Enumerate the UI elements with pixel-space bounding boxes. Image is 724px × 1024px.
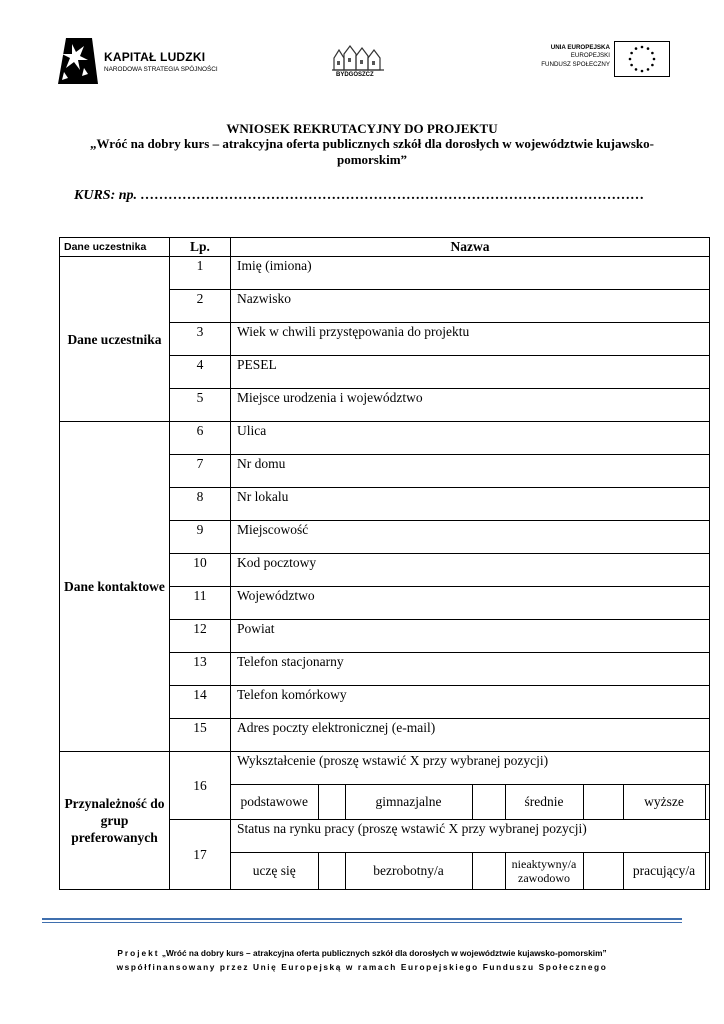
option-srednie-label: średnie <box>505 785 583 819</box>
eu-flag-icon <box>614 41 670 77</box>
row-label[interactable]: Adres poczty elektronicznej (e-mail) <box>231 719 710 752</box>
row-number: 4 <box>170 356 231 389</box>
kapital-ludzki-title: KAPITAŁ LUDZKI <box>104 50 206 64</box>
row-label[interactable]: Nazwisko <box>231 290 710 323</box>
row-number: 16 <box>170 752 231 820</box>
education-question: Wykształcenie (proszę wstawić X przy wybranej pozycji) <box>231 752 709 785</box>
row-label[interactable]: Nr domu <box>231 455 710 488</box>
row-label[interactable]: Telefon stacjonarny <box>231 653 710 686</box>
eu-logo <box>532 40 672 80</box>
bydgoszcz-logo <box>330 44 390 84</box>
row-number: 12 <box>170 620 231 653</box>
row-number: 11 <box>170 587 231 620</box>
row-number: 6 <box>170 422 231 455</box>
row-number: 7 <box>170 455 231 488</box>
option-ucze-sie-label: uczę się <box>252 863 296 878</box>
recruitment-table <box>59 237 710 890</box>
row-number: 2 <box>170 290 231 323</box>
row-number: 3 <box>170 323 231 356</box>
group-label-participant: Dane uczestnika <box>60 257 170 422</box>
row-label[interactable]: PESEL <box>231 356 710 389</box>
header-lp: Lp. <box>170 238 231 257</box>
option-bezrobotny-checkbox[interactable] <box>472 853 505 889</box>
option-podstawowe-checkbox[interactable] <box>318 785 345 819</box>
header-section: Dane uczestnika <box>60 238 170 257</box>
row-number: 14 <box>170 686 231 719</box>
row-number: 9 <box>170 521 231 554</box>
row-label[interactable]: Wiek w chwili przystępowania do projektu <box>231 323 710 356</box>
form-title: WNIOSEK REKRUTACYJNY DO PROJEKTU <box>226 121 498 136</box>
option-pracujacy-checkbox[interactable] <box>705 853 709 889</box>
education-options <box>231 785 709 819</box>
footer-prefix: Projekt <box>117 948 160 958</box>
bydgoszcz-text: BYDGOSZCZ <box>336 72 374 78</box>
row-number: 10 <box>170 554 231 587</box>
kapital-ludzki-subtitle: NARODOWA STRATEGIA SPÓJNOŚCI <box>104 66 218 73</box>
row-number: 5 <box>170 389 231 422</box>
employment-question: Status na rynku pracy (proszę wstawić X przy wybranej pozycji) <box>231 820 709 853</box>
group-label-contact: Dane kontaktowe <box>60 422 170 752</box>
footer-line2: współfinansowany przez Unię Europejską w ramach Europejskiego Funduszu Społecznego <box>116 962 608 972</box>
option-nieaktywny-label: nieaktywny/a zawodowo <box>505 853 583 889</box>
footer-project-name: „Wróć na dobry kurs – atrakcyjna oferta publicznych szkół dla dorosłych w województwie kujawsko-pomorskim” <box>161 948 607 958</box>
row-label[interactable]: Powiat <box>231 620 710 653</box>
row-number: 17 <box>170 820 231 890</box>
kapital-ludzki-logo <box>58 38 238 86</box>
table-row <box>60 257 710 290</box>
row-label[interactable]: Telefon komórkowy <box>231 686 710 719</box>
option-pracujacy-label: pracujący/a <box>623 853 705 889</box>
footer-divider-thin <box>42 922 682 923</box>
option-gimnazjalne-label: gimnazjalne <box>345 785 472 819</box>
row-number: 13 <box>170 653 231 686</box>
table-header-row <box>60 238 710 257</box>
option-wyzsze-label: wyższe <box>623 785 705 819</box>
course-line: KURS: np. ……………………………………………………………………………………………… <box>74 188 645 203</box>
option-podstawowe-label: podstawowe <box>240 794 308 809</box>
eu-line1: UNIA EUROPEJSKA <box>550 44 610 51</box>
row-label[interactable]: Imię (imiona) <box>231 257 710 290</box>
table-row-q16 <box>60 752 710 820</box>
row-label[interactable]: Miejscowość <box>231 521 710 554</box>
footer-divider <box>42 918 682 920</box>
employment-options <box>231 853 709 889</box>
option-srednie-checkbox[interactable] <box>583 785 623 819</box>
option-wyzsze-checkbox[interactable] <box>705 785 709 819</box>
group-label-preferred: Przynależność do grup preferowanych <box>60 752 170 890</box>
row-label[interactable]: Ulica <box>231 422 710 455</box>
row-label[interactable]: Województwo <box>231 587 710 620</box>
kapital-ludzki-emblem-icon <box>58 38 98 84</box>
option-ucze-sie-checkbox[interactable] <box>318 853 345 889</box>
project-title: „Wróć na dobry kurs – atrakcyjna oferta publicznych szkół dla dorosłych w województwie kujawsko- pomorskim” <box>90 136 654 167</box>
row-number: 15 <box>170 719 231 752</box>
header-name: Nazwa <box>231 238 710 257</box>
option-gimnazjalne-checkbox[interactable] <box>472 785 505 819</box>
option-nieaktywny-checkbox[interactable] <box>583 853 623 889</box>
row-label[interactable]: Nr lokalu <box>231 488 710 521</box>
eu-line2: EUROPEJSKI <box>570 52 610 60</box>
footer-line1 <box>0 948 724 958</box>
city-skyline-icon <box>330 44 390 72</box>
row-number: 8 <box>170 488 231 521</box>
eu-line3: FUNDUSZ SPOŁECZNY <box>541 60 610 68</box>
option-bezrobotny-label: bezrobotny/a <box>345 853 472 889</box>
table-row <box>60 422 710 455</box>
row-label[interactable]: Kod pocztowy <box>231 554 710 587</box>
row-number: 1 <box>170 257 231 290</box>
row-label[interactable]: Miejsce urodzenia i województwo <box>231 389 710 422</box>
